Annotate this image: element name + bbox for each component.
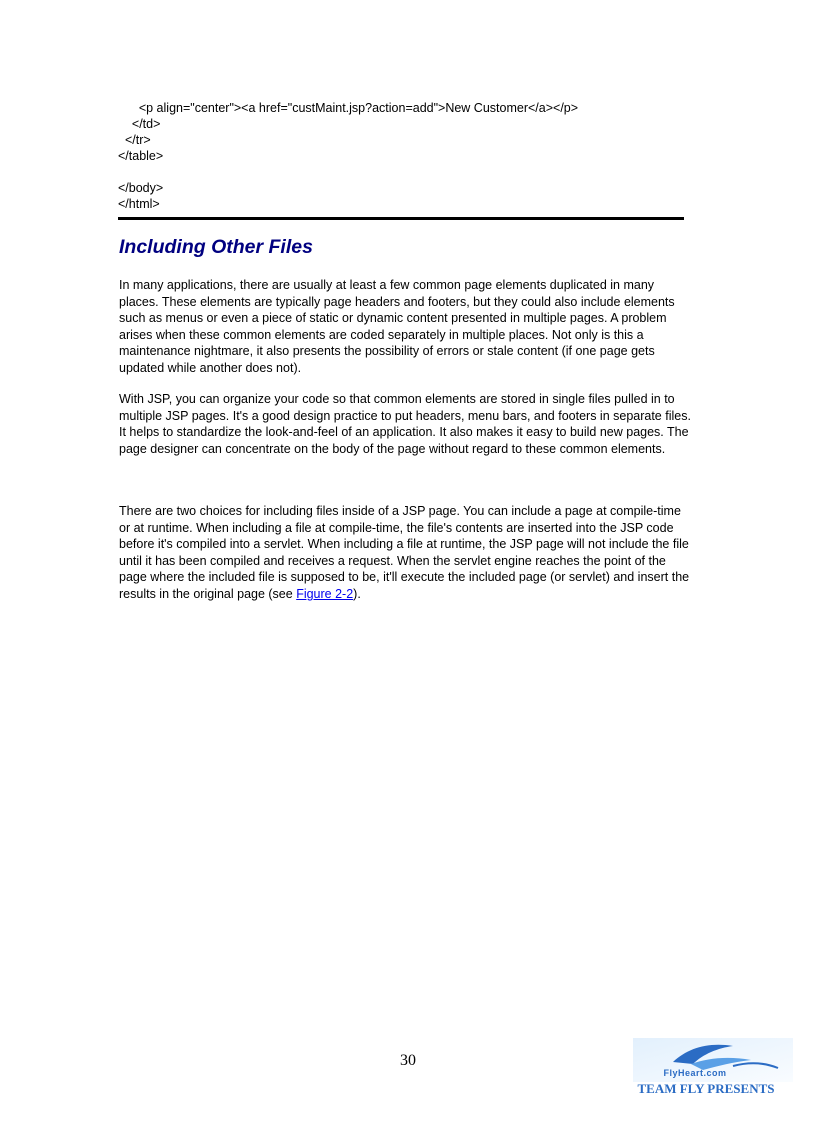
section-divider <box>118 217 684 220</box>
code-line <box>118 164 684 180</box>
logo-text: FlyHeart.com <box>663 1068 727 1078</box>
paragraph-3-suffix: ). <box>353 586 361 601</box>
code-listing <box>118 100 684 212</box>
paragraph-3 <box>119 503 691 603</box>
page-number: 30 <box>400 1052 416 1069</box>
section-title: Including Other Files <box>119 236 313 258</box>
figure-link[interactable]: Figure 2-2 <box>296 586 354 601</box>
paragraph-2: With JSP, you can organize your code so that common elements are stored in single files pulled in to multiple JSP pages. It's a good design practice to put headers, menu bars, and footers in separate files. It helps to standardize the look-and-feel of an application. It also makes it easy to build new pages. The page designer can concentrate on the body of the page without regard to these common elements. <box>119 392 691 456</box>
code-line: </table> <box>118 149 164 163</box>
code-line: </body> <box>118 181 164 195</box>
paragraph-3-text: There are two choices for including files inside of a JSP page. You can include a page at compile-time or at runtime. When including a file at compile-time, the file's contents are inserted into the JSP code before it's compiled into a servlet. When including a file at runtime, the JSP page will not include the file until it has been compiled and receives a request. When the servlet engine reaches the point of the page where the included file is supposed to be, it'll execute the included page (or servlet) and insert the results in the original page (see <box>119 504 690 601</box>
code-line: </td> <box>118 117 161 131</box>
team-fly-tagline: TEAM FLY PRESENTS <box>637 1081 775 1096</box>
code-line: </html> <box>118 197 160 211</box>
code-line: <p align="center"><a href="custMaint.jsp?action=add">New Customer</a></p> <box>118 101 579 115</box>
paragraph-1: In many applications, there are usually at least a few common page elements duplicated in many places. These elements are typically page headers and footers, but they could also include elements such as menus or even a piece of static or dynamic content presented in multiple pages. A problem arises when these common elements are coded separately in multiple places. Not only is this a maintenance nightmare, it also presents the possibility of errors or stale content (if one page gets updated while another does not). <box>119 278 675 375</box>
code-line: </tr> <box>118 133 151 147</box>
